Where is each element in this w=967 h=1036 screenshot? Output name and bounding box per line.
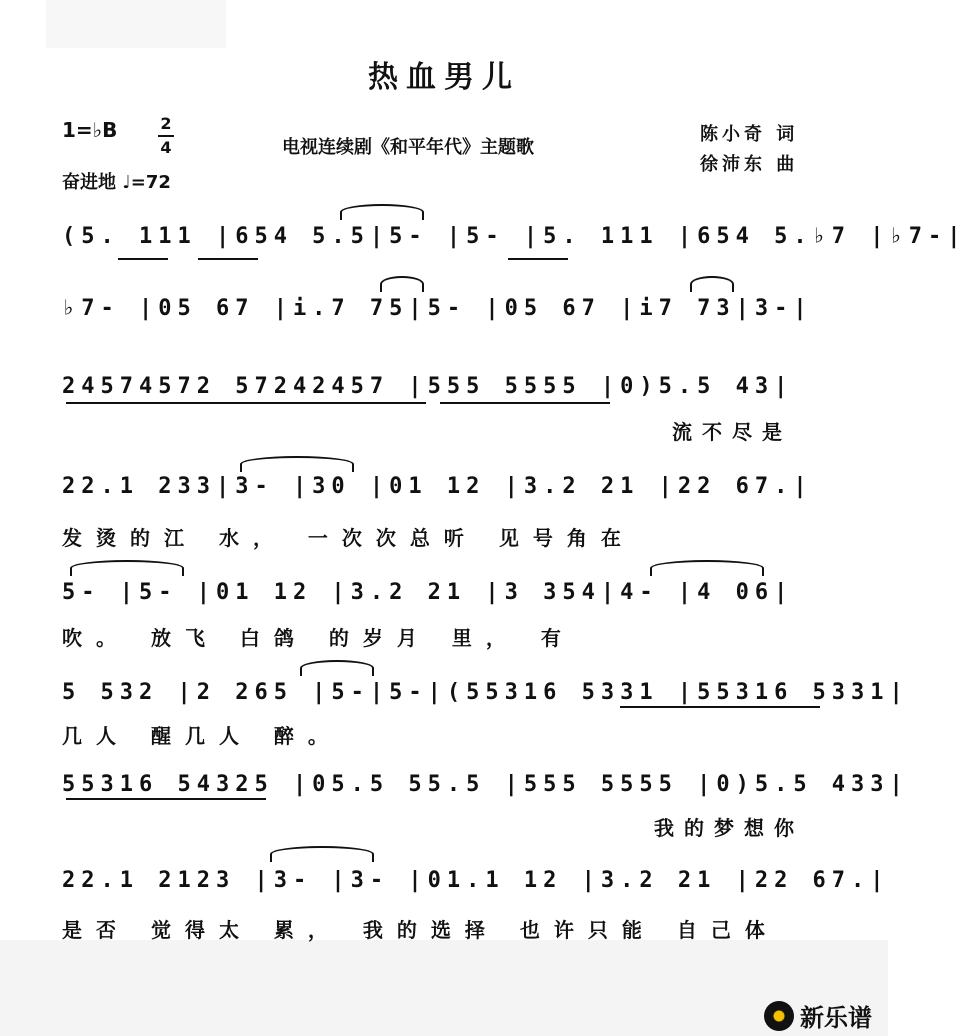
music-line-6: 5 532 |2 265 |5-|5-|(55316 5331 |55316 5331|	[62, 680, 909, 705]
beam-underline	[198, 258, 258, 260]
meter-bottom: 4	[160, 138, 172, 157]
time-signature	[158, 114, 174, 158]
slur-arc	[650, 560, 764, 576]
composer-credit: 徐沛东 曲	[700, 154, 799, 175]
footer-band	[0, 940, 888, 1036]
logo-text: 新乐谱	[800, 1004, 872, 1032]
tempo-marking: 奋进地 ♩=72	[62, 172, 171, 193]
slur-arc	[340, 204, 424, 220]
vinyl-record-icon	[764, 1001, 794, 1031]
slur-arc	[380, 276, 424, 292]
slur-arc	[300, 660, 374, 676]
meter-bar	[158, 135, 174, 137]
music-line-3: 24574572 57242457 |555 5555 |0)5.5 43|	[62, 374, 794, 399]
meter-top: 2	[160, 114, 172, 133]
scan-shadow	[46, 0, 226, 48]
song-title: 热血男儿	[368, 60, 520, 95]
site-logo	[764, 998, 872, 1033]
lyric-line-4: 几人 醒几人 醉。	[62, 724, 342, 748]
beam-underline	[440, 402, 610, 404]
music-line-4: 22.1 233|3- |30 |01 12 |3.2 21 |22 67.|	[62, 474, 813, 499]
beam-underline	[620, 706, 820, 708]
music-line-2: ♭7- |05 67 |i.7 75|5- |05 67 |i7 73|3-|	[62, 296, 813, 321]
lyric-line-3: 吹。 放飞 白鸽 的岁月 里， 有	[62, 626, 575, 650]
beam-underline	[66, 402, 426, 404]
music-line-5: 5- |5- |01 12 |3.2 21 |3 354|4- |4 06|	[62, 580, 794, 605]
beam-underline	[118, 258, 168, 260]
slur-arc	[70, 560, 184, 576]
lyric-line-5: 我的梦想你	[654, 816, 804, 840]
subtitle: 电视连续剧《和平年代》主题歌	[282, 137, 534, 158]
slur-arc	[240, 456, 354, 472]
music-line-7: 55316 54325 |05.5 55.5 |555 5555 |0)5.5 433|	[62, 772, 909, 797]
beam-underline	[508, 258, 568, 260]
music-line-1: (5. 111 |654 5.5|5- |5- |5. 111 |654 5.♭7 |♭7-|	[62, 224, 967, 249]
key-signature: 1=♭B	[62, 118, 118, 142]
lyric-line-2: 发烫的江 水， 一次次总听 见号角在	[62, 526, 635, 550]
lyric-line-1: 流不尽是	[672, 420, 792, 444]
lyric-line-6: 是否 觉得太 累， 我的选择 也许只能 自己体	[62, 918, 779, 942]
lyricist-credit: 陈小奇 词	[700, 124, 799, 145]
beam-underline	[66, 798, 266, 800]
slur-arc	[690, 276, 734, 292]
slur-arc	[270, 846, 374, 862]
music-line-8: 22.1 2123 |3- |3- |01.1 12 |3.2 21 |22 67.|	[62, 868, 890, 893]
